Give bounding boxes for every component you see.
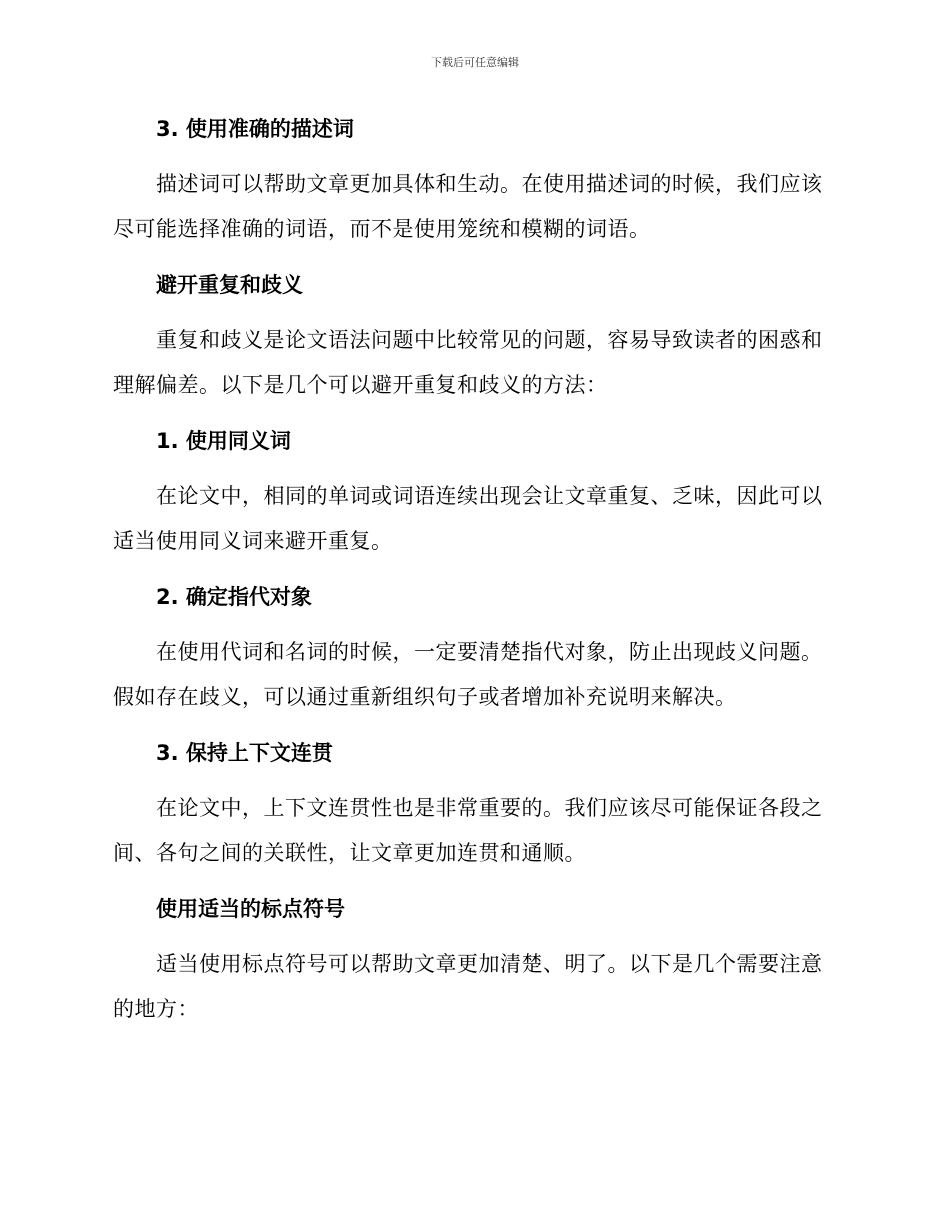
paragraph-punctuation: [113, 942, 833, 1032]
paragraph-line: 在使用代词和名词的时候，一定要清楚指代对象，防止出现歧义问题。: [156, 640, 823, 664]
paragraph-line: 尽可能选择准确的词语，而不是使用笼统和模糊的词语。: [113, 217, 651, 241]
paragraph-line: 理解偏差。以下是几个可以避开重复和歧义的方法：: [113, 373, 608, 397]
paragraph-line: 的地方：: [113, 997, 199, 1021]
section-heading-coherence: 3. 保持上下文连贯: [156, 741, 333, 765]
paragraph-line: 间、各句之间的关联性，让文章更加连贯和通顺。: [113, 841, 586, 865]
section-heading-punctuation: 使用适当的标点符号: [156, 897, 345, 921]
document-body: [113, 110, 833, 1032]
paragraph-precise-descriptors: [113, 162, 833, 252]
section-heading-precise-descriptors: 3. 使用准确的描述词: [156, 117, 354, 141]
paragraph-line: 重复和歧义是论文语法问题中比较常见的问题，容易导致读者的困惑和: [156, 328, 823, 352]
paragraph-clear-reference: [113, 630, 833, 720]
paragraph-use-synonyms: [113, 474, 833, 564]
section-heading-clear-reference: 2. 确定指代对象: [156, 585, 312, 609]
paragraph-coherence: [113, 786, 833, 876]
paragraph-line: 适当使用标点符号可以帮助文章更加清楚、明了。以下是几个需要注意: [156, 952, 823, 976]
section-heading-use-synonyms: 1. 使用同义词: [156, 429, 291, 453]
paragraph-avoid-repetition-ambiguity: [113, 318, 833, 408]
paragraph-line: 描述词可以帮助文章更加具体和生动。在使用描述词的时候，我们应该: [156, 172, 823, 196]
paragraph-line: 假如存在歧义，可以通过重新组织句子或者增加补充说明来解决。: [113, 685, 737, 709]
paragraph-line: 在论文中，上下文连贯性也是非常重要的。我们应该尽可能保证各段之: [156, 796, 823, 820]
header-note: 下载后可任意编辑: [431, 56, 519, 69]
paragraph-line: 适当使用同义词来避开重复。: [113, 529, 393, 553]
section-heading-avoid-repetition-ambiguity: 避开重复和歧义: [156, 273, 303, 297]
paragraph-line: 在论文中，相同的单词或词语连续出现会让文章重复、乏味，因此可以: [156, 484, 823, 508]
